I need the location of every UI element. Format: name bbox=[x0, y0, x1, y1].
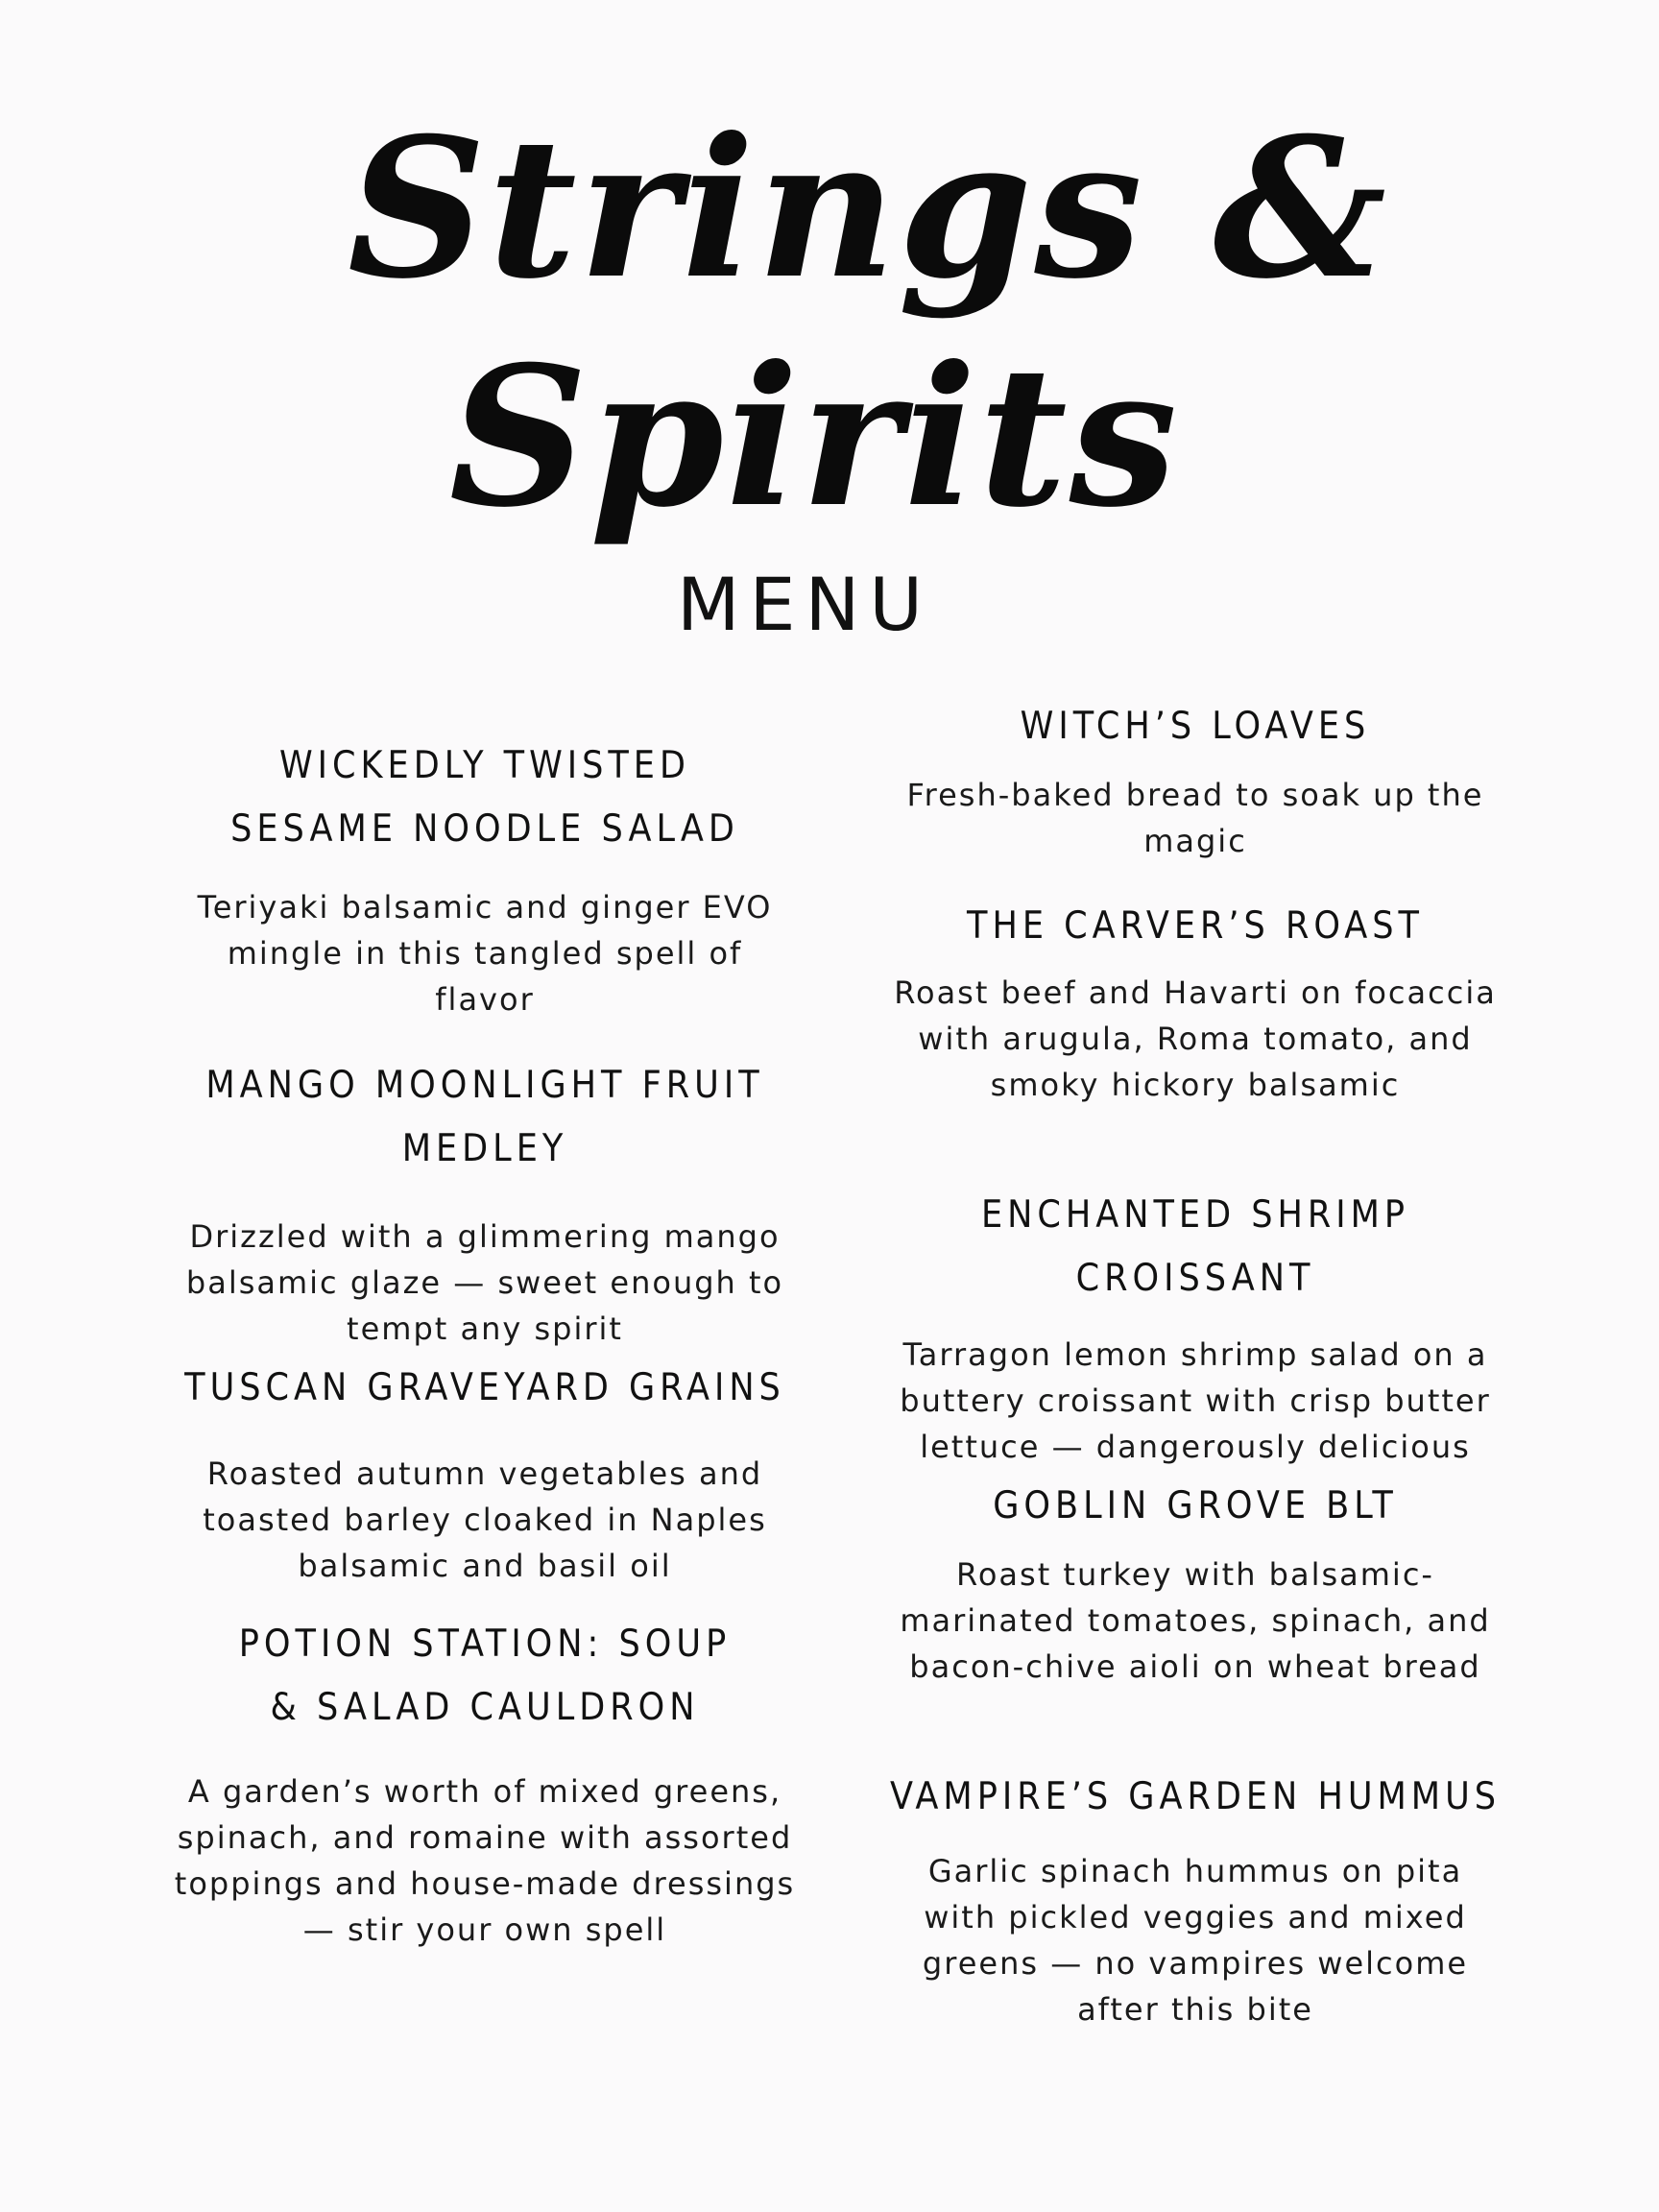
menu-item-description: Teriyaki balsamic and ginger EVO mingle in this tangled spell of flavor bbox=[197, 889, 773, 1018]
menu-item-name: ENCHANTED SHRIMP CROISSANT bbox=[980, 1193, 1410, 1300]
menu-item-name: MANGO MOONLIGHT FRUIT MEDLEY bbox=[205, 1064, 764, 1170]
menu-item-name: POTION STATION: SOUP & SALAD CAULDRON bbox=[238, 1623, 732, 1729]
menu-item-name: VAMPIRE’S GARDEN HUMMUS bbox=[889, 1775, 1502, 1818]
menu-item-description: Roast beef and Havarti on focaccia with arugula, Roma tomato, and smoky hickory balsamic bbox=[894, 974, 1497, 1103]
menu-item-description: Garlic spinach hummus on pita with pickled veggies and mixed greens — no vampires welcome after this bite bbox=[922, 1853, 1469, 2028]
menu-item bbox=[149, 1357, 821, 1589]
menu-item-name: WITCH’S LOAVES bbox=[1020, 705, 1371, 748]
menu-item-description: Drizzled with a glimmering mango balsamic glaze — sweet enough to tempt any spirit bbox=[185, 1218, 784, 1347]
menu-item bbox=[859, 1184, 1531, 1470]
menu-item-name: GOBLIN GROVE BLT bbox=[993, 1484, 1398, 1527]
menu-item bbox=[859, 1475, 1531, 1690]
menu-item bbox=[859, 1766, 1531, 2032]
menu-item-description: Roasted autumn vegetables and toasted barley cloaked in Naples balsamic and basil oil bbox=[203, 1455, 767, 1584]
menu-item bbox=[149, 734, 821, 1022]
menu-item-description: Roast turkey with balsamic-marinated tomatoes, spinach, and bacon-chive aioli on wheat bread bbox=[900, 1556, 1491, 1685]
menu-item-description: A garden’s worth of mixed greens, spinach, and romaine with assorted toppings and house-made dressings — stir your own spell bbox=[174, 1773, 796, 1948]
menu-item-description: Fresh-baked bread to soak up the magic bbox=[906, 777, 1484, 859]
menu-item bbox=[149, 1613, 821, 1953]
menu-item-description: Tarragon lemon shrimp salad on a buttery croissant with crisp butter lettuce — dangerously delicious bbox=[900, 1336, 1491, 1465]
menu-item bbox=[859, 895, 1531, 1108]
restaurant-title-line-1: Strings & bbox=[347, 96, 1389, 322]
menu-item bbox=[859, 695, 1531, 864]
restaurant-title-line-2: Spirits bbox=[448, 325, 1180, 550]
menu-item-name: TUSCAN GRAVEYARD GRAINS bbox=[184, 1366, 785, 1409]
menu-item bbox=[149, 1054, 821, 1352]
menu-item-name: THE CARVER’S ROAST bbox=[967, 904, 1424, 948]
menu-item-name: WICKEDLY TWISTED SESAME NOODLE SALAD bbox=[230, 744, 739, 851]
menu-heading: MENU bbox=[676, 562, 933, 647]
